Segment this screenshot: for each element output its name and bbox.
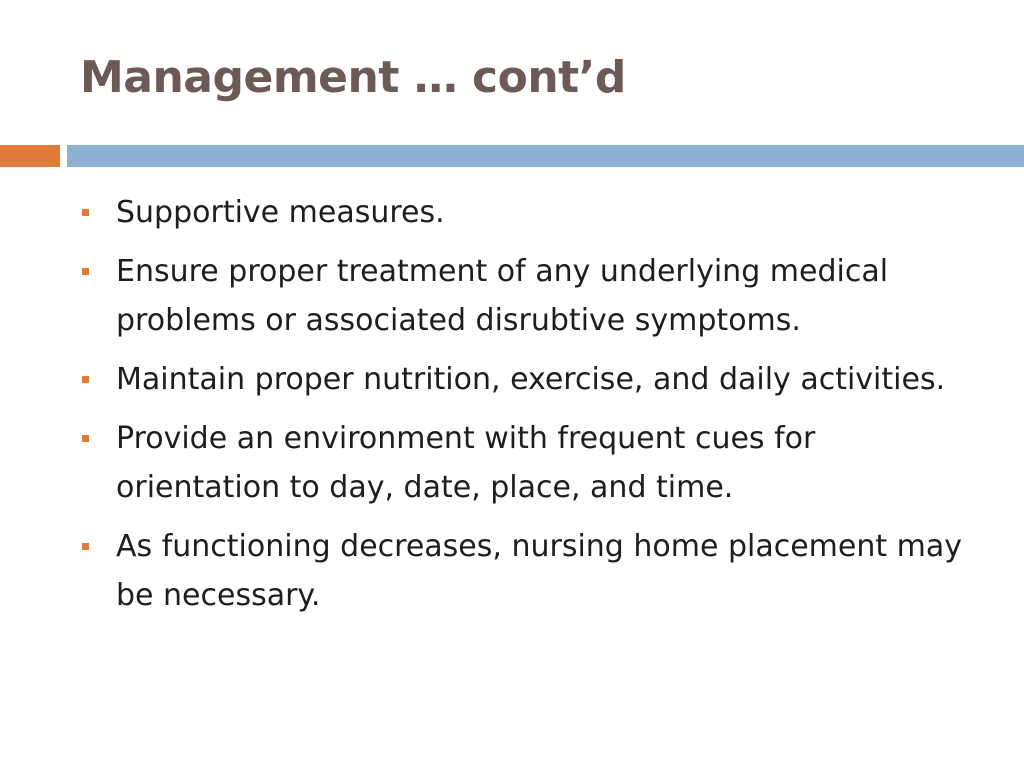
bullet-list [80, 188, 980, 630]
bullet-text: As functioning decreases, nursing home placement may be necessary. [116, 529, 963, 613]
bullet-text: Maintain proper nutrition, exercise, and daily activities. [116, 362, 946, 397]
blue-divider-bar [67, 145, 1024, 167]
bullet-item [80, 355, 980, 404]
square-bullet-icon [82, 209, 89, 216]
square-bullet-icon [82, 268, 89, 275]
square-bullet-icon [82, 376, 89, 383]
bullet-text: Provide an environment with frequent cues for orientation to day, date, place, and time. [116, 421, 816, 505]
orange-accent-bar [0, 145, 60, 167]
bullet-item [80, 522, 980, 620]
slide-title: Management … cont’d [80, 52, 626, 103]
bullet-text: Supportive measures. [116, 195, 445, 230]
square-bullet-icon [82, 543, 89, 550]
bullet-item [80, 414, 980, 512]
square-bullet-icon [82, 435, 89, 442]
bullet-item [80, 247, 980, 345]
bullet-text: Ensure proper treatment of any underlying medical problems or associated disrubtive symptoms. [116, 254, 889, 338]
bullet-item [80, 188, 980, 237]
